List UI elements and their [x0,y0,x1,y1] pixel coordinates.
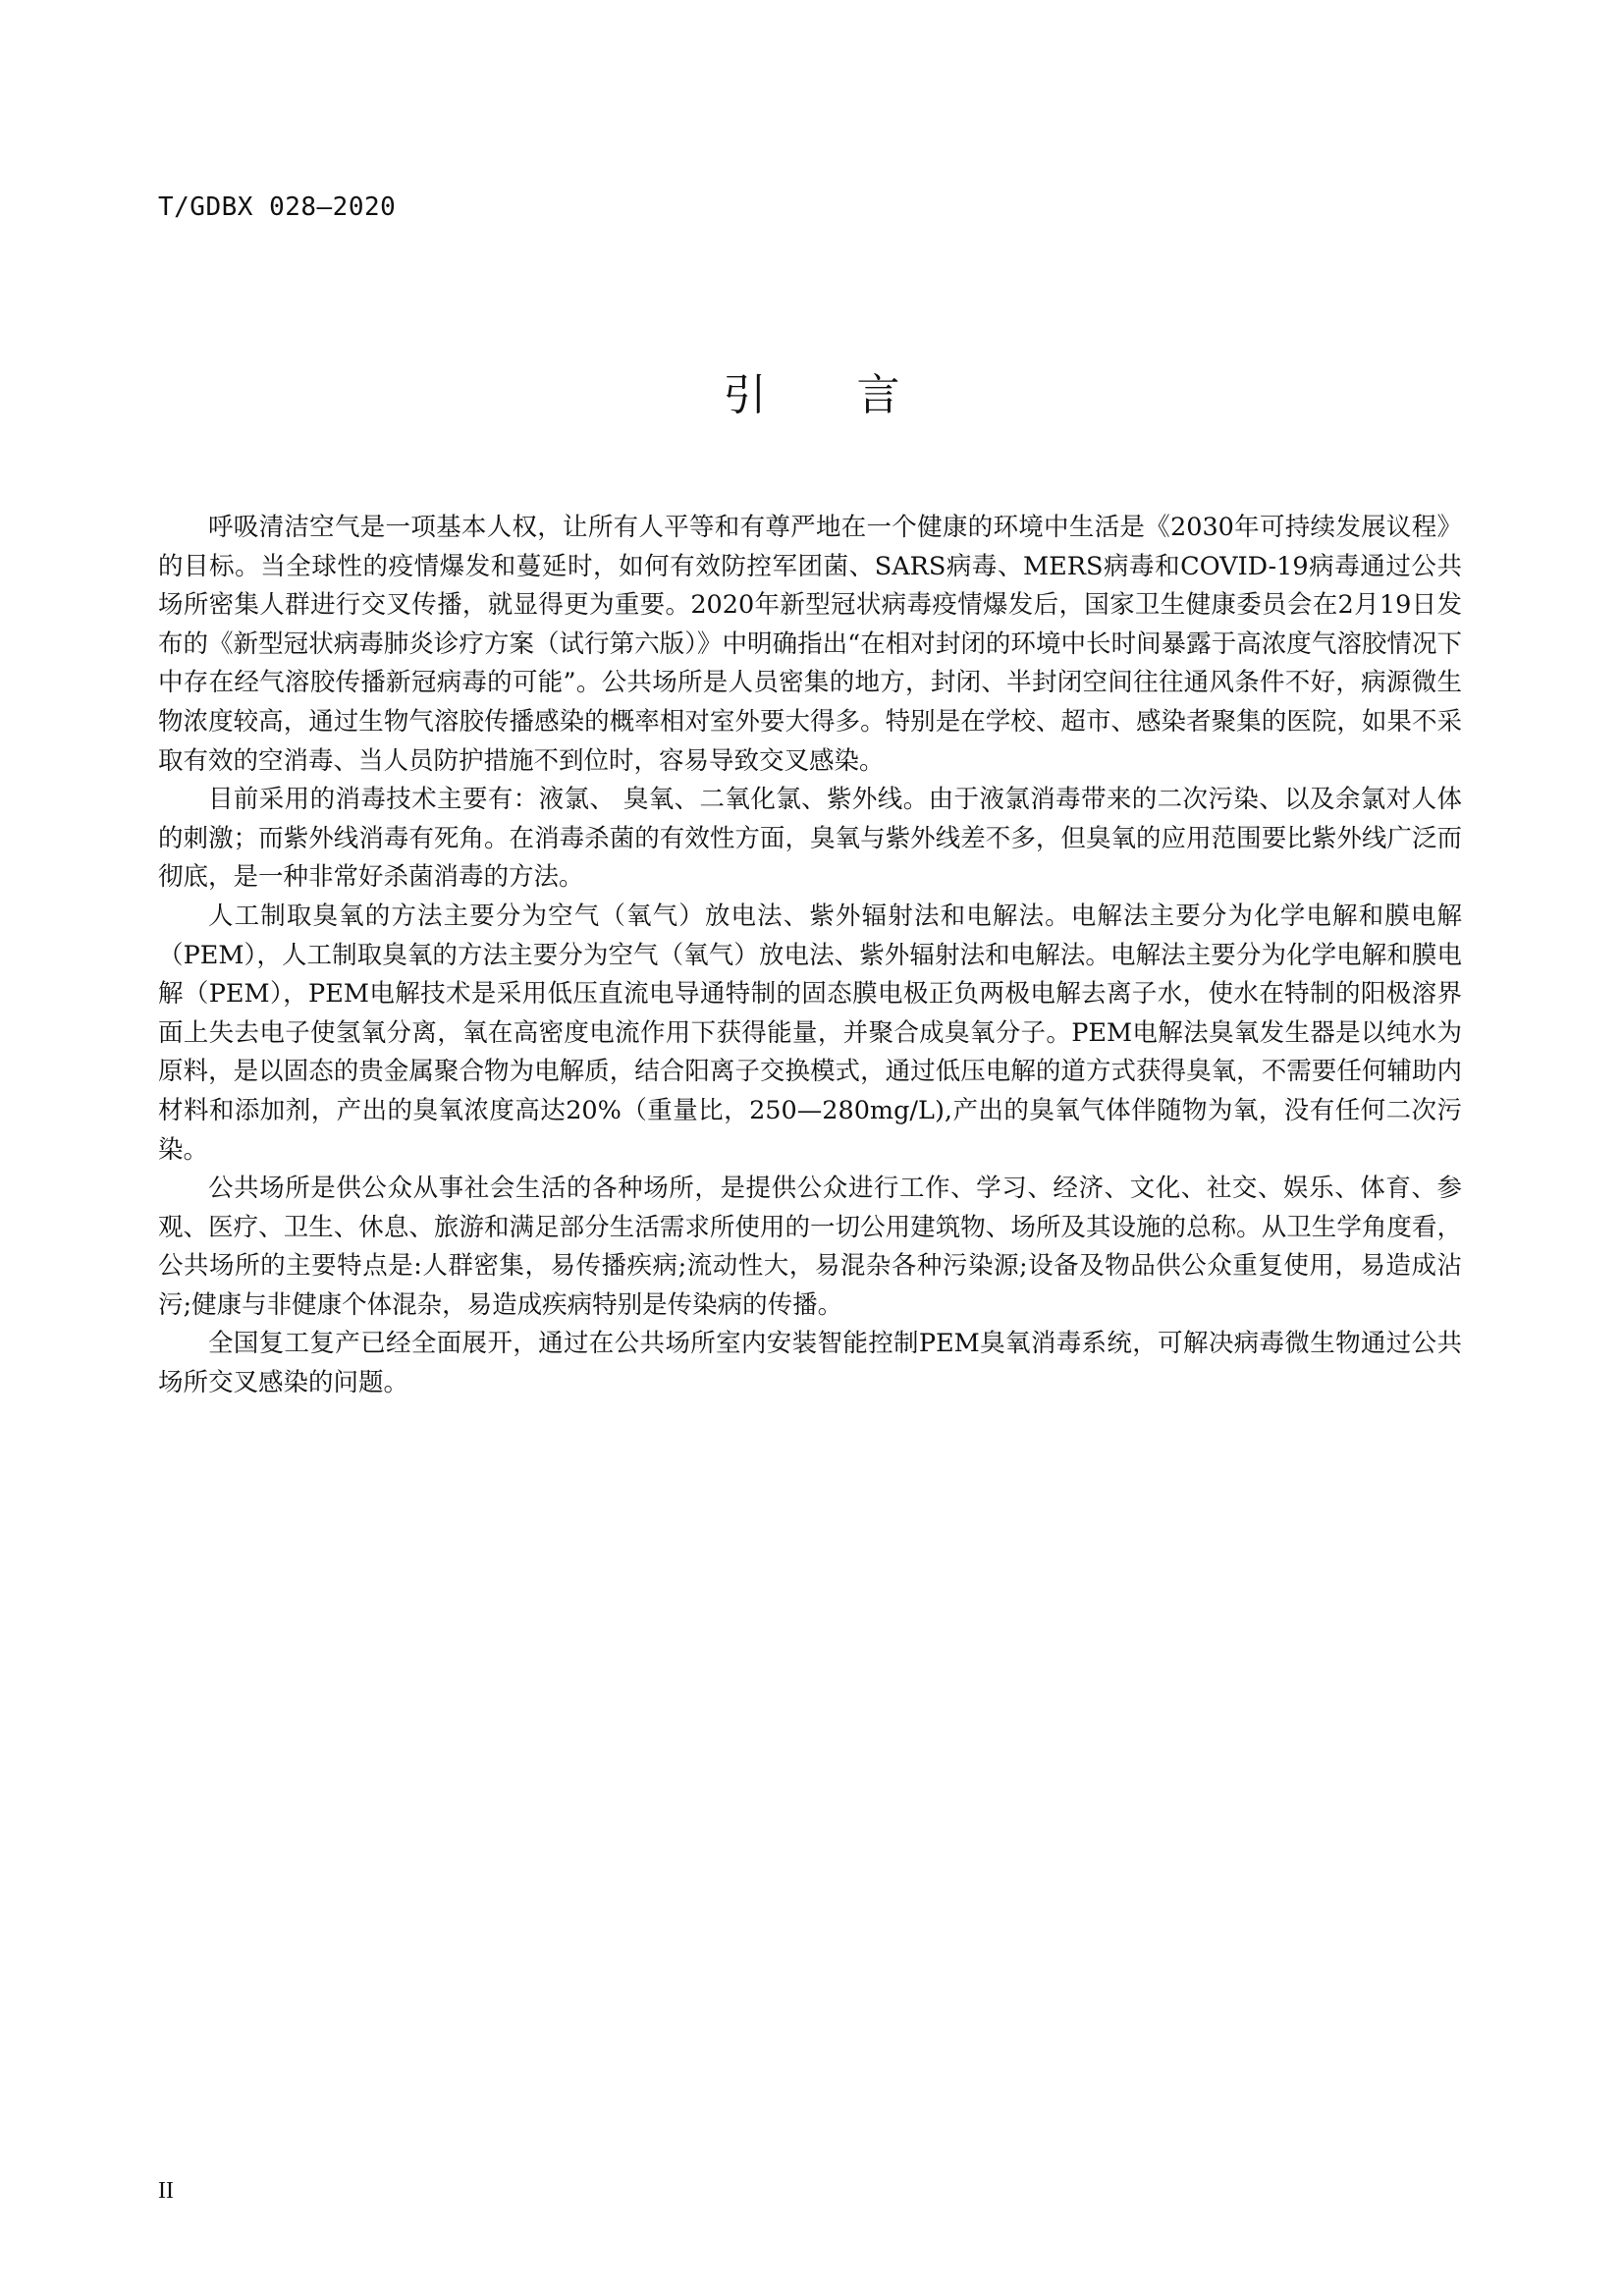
paragraph-2: 目前采用的消毒技术主要有：液氯、 臭氧、二氧化氯、紫外线。由于液氯消毒带来的二次污染、以及余氯对人体的刺激；而紫外线消毒有死角。在消毒杀菌的有效性方面，臭氧与紫外线差不多，但臭氧的应用范围要比紫外线广泛而彻底，是一种非常好杀菌消毒的方法。 [158,785,1462,893]
section-title-char-1: 引 [723,370,767,420]
introduction-body [158,509,1462,1403]
document-code: T/GDBX 028—2020 [158,192,397,222]
section-title [0,359,1623,422]
paragraph-1: 呼吸清洁空气是一项基本人权，让所有人平等和有尊严地在一个健康的环境中生活是《2030年可持续发展议程》的目标。当全球性的疫情爆发和蔓延时，如何有效防控军团菌、SARS病毒、MERS病毒和COVID-19病毒通过公共场所密集人群进行交叉传播，就显得更为重要。2020年新型冠状病毒疫情爆发后，国家卫生健康委员会在2月19日发布的《新型冠状病毒肺炎诊疗方案（试行第六版）》中明确指出“在相对封闭的环境中长时间暴露于高浓度气溶胶情况下中存在经气溶胶传播新冠病毒的可能”。公共场所是人员密集的地方，封闭、半封闭空间往往通风条件不好，病源微生物浓度较高，通过生物气溶胶传播感染的概率相对室外要大得多。特别是在学校、超市、感染者聚集的医院，如果不采取有效的空消毒、当人员防护措施不到位时，容易导致交叉感染。 [158,513,1462,776]
paragraph-4: 公共场所是供公众从事社会生活的各种场所，是提供公众进行工作、学习、经济、文化、社交、娱乐、体育、参观、医疗、卫生、休息、旅游和满足部分生活需求所使用的一切公用建筑物、场所及其设施的总称。从卫生学角度看，公共场所的主要特点是:人群密集，易传播疾病;流动性大，易混杂各种污染源;设备及物品供公众重复使用，易造成沾污;健康与非健康个体混杂，易造成疾病特别是传染病的传播。 [158,1174,1462,1320]
page-number: II [158,2178,174,2204]
section-title-char-2: 言 [856,370,900,420]
paragraph-5: 全国复工复产已经全面展开，通过在公共场所室内安装智能控制PEM臭氧消毒系统，可解决病毒微生物通过公共场所交叉感染的问题。 [158,1329,1462,1398]
paragraph-3: 人工制取臭氧的方法主要分为空气（氧气）放电法、紫外辐射法和电解法。电解法主要分为化学电解和膜电解（PEM），人工制取臭氧的方法主要分为空气（氧气）放电法、紫外辐射法和电解法。电解法主要分为化学电解和膜电解（PEM），PEM电解技术是采用低压直流电导通特制的固态膜电极正负两极电解去离子水，使水在特制的阳极溶界面上失去电子使氢氧分离，氧在高密度电流作用下获得能量，并聚合成臭氧分子。PEM电解法臭氧发生器是以纯水为原料，是以固态的贵金属聚合物为电解质，结合阳离子交换模式，通过低压电解的道方式获得臭氧，不需要任何辅助内材料和添加剂，产出的臭氧浓度高达20%（重量比，250—280mg/L),产出的臭氧气体伴随物为氧，没有任何二次污染。 [158,901,1462,1165]
